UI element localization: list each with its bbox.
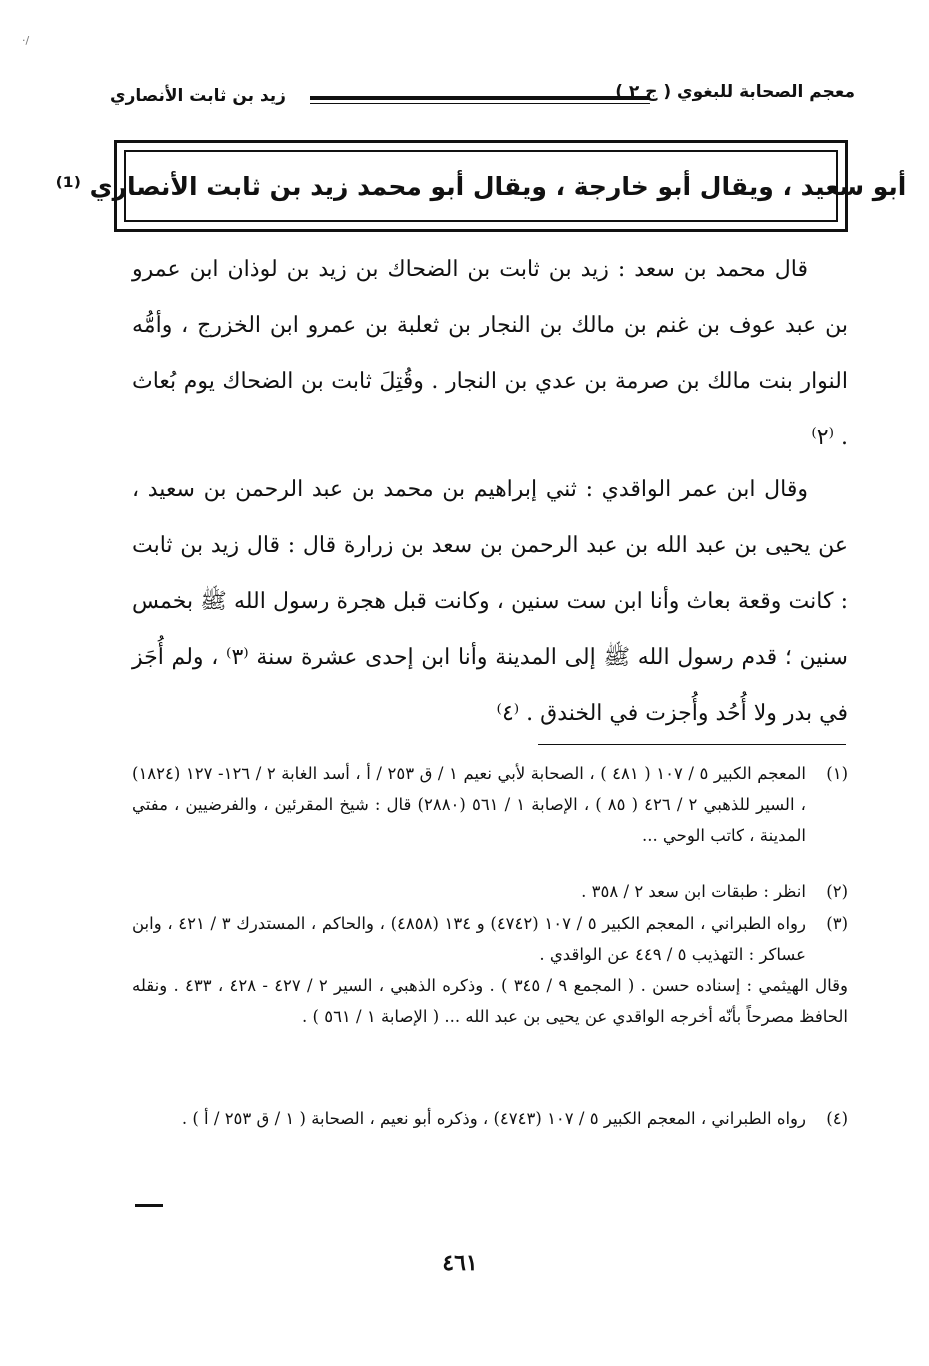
- footnote-number: (١): [826, 764, 848, 783]
- footnote-1: [132, 758, 848, 851]
- footnote-number: (٤): [826, 1109, 848, 1128]
- footnote-text: رواه الطبراني ، المعجم الكبير ٥ / ١٠٧ (٤٧٤٣) ، وذكره أبو نعيم ، الصحابة ( ١ / ق ٢٥٣ / أ ) .: [181, 1109, 806, 1128]
- body-paragraph-2: وقال ابن عمر الواقدي : ثني إبراهيم بن محمد بن عبد الرحمن بن سعيد ، عن يحيى بن عبد الله بن عبد الرحمن بن سعد بن زرارة قال : قال زيد بن ثابت : كانت وقعة بعاث وأنا ابن ست سنين ، وكانت قبل هجرة رسول الله ﷺ بخمس سنين ؛ قدم رسول الله ﷺ إلى المدينة وأنا ابن إحدى عشرة سنة ⁽٣⁾ ، ولم أُجَز في بدر ولا أُحُد وأُجزت في الخندق . ⁽٤⁾: [132, 477, 848, 726]
- footnote-text: المعجم الكبير ٥ / ١٠٧ ( ٤٨١ ) ، الصحابة لأبي نعيم ١ / ق ٢٥٣ / أ ، أسد الغابة ٢ / ١٢٦- ١٢٧ (١٨٢٤) ، السير للذهبي ٢ / ٤٢٦ ( ٨٥ ) ، الإصابة ١ / ٥٦١ (٢٨٨٠) قال : شيخ المقرئين ، والفرضيين ، مفتي المدينة ، كاتب الوحي ...: [132, 764, 806, 845]
- entry-title-box: [55, 140, 907, 232]
- entry-title-frame: [55, 150, 907, 222]
- corner-mark: ·/: [22, 34, 30, 47]
- running-header: [110, 80, 855, 120]
- footnote-number: (٢): [826, 882, 848, 901]
- end-dash: [135, 1204, 163, 1207]
- footnote-text: انظر : طبقات ابن سعد ٢ / ٣٥٨ .: [581, 882, 806, 901]
- footnote-2: [132, 876, 848, 907]
- header-entry-name: زيد بن ثابت الأنصاري: [110, 86, 286, 106]
- footnote-text: رواه الطبراني ، المعجم الكبير ٥ / ١٠٧ (٤٧٤٢) و ١٣٤ (٤٨٥٨) ، والحاكم ، المستدرك ٣ / ٤٢١ ، وابن عساكر : التهذيب ٥ / ٤٤٩ عن الواقدي .: [132, 914, 806, 964]
- entry-title: أبو سعيد ، ويقال أبو خارجة ، ويقال أبو محمد زيد بن ثابت الأنصاري ⁽¹⁾: [55, 171, 907, 201]
- body-paragraph-1: قال محمد بن سعد : زيد بن ثابت بن الضحاك بن زيد بن لوذان ابن عمرو بن عبد عوف بن غنم بن مالك بن النجار بن ثعلبة بن عمرو ابن الخزرج ، وأمُّه النوار بنت مالك بن صرمة بن عدي بن النجار . وقُتِلَ ثابت بن الضحاك يوم بُعاث . ⁽٢⁾: [132, 257, 848, 450]
- footnote-separator: [538, 744, 846, 745]
- header-rule-thin: [310, 103, 650, 104]
- footnote-4: [132, 1103, 848, 1134]
- header-rule: [310, 96, 650, 100]
- footnote-number: (٣): [826, 914, 848, 933]
- header-book-title: معجم الصحابة للبغوي ( ج ٢ ): [615, 82, 855, 102]
- footnote-text-continued: وقال الهيثمي : إسناده حسن . ( المجمع ٩ / ٣٤٥ ) . وذكره الذهبي ، السير ٢ / ٤٢٧ - ٤٢٨ ، ٤٣٣ . ونقله الحافظ مصرحاً بأنّه أخرجه الواقدي عن يحيى بن عبد الله ... ( الإصابة ١ / ٥٦١ ) .: [132, 976, 848, 1026]
- footnote-3: [132, 908, 848, 1032]
- page-number: ٤٦١: [442, 1250, 478, 1276]
